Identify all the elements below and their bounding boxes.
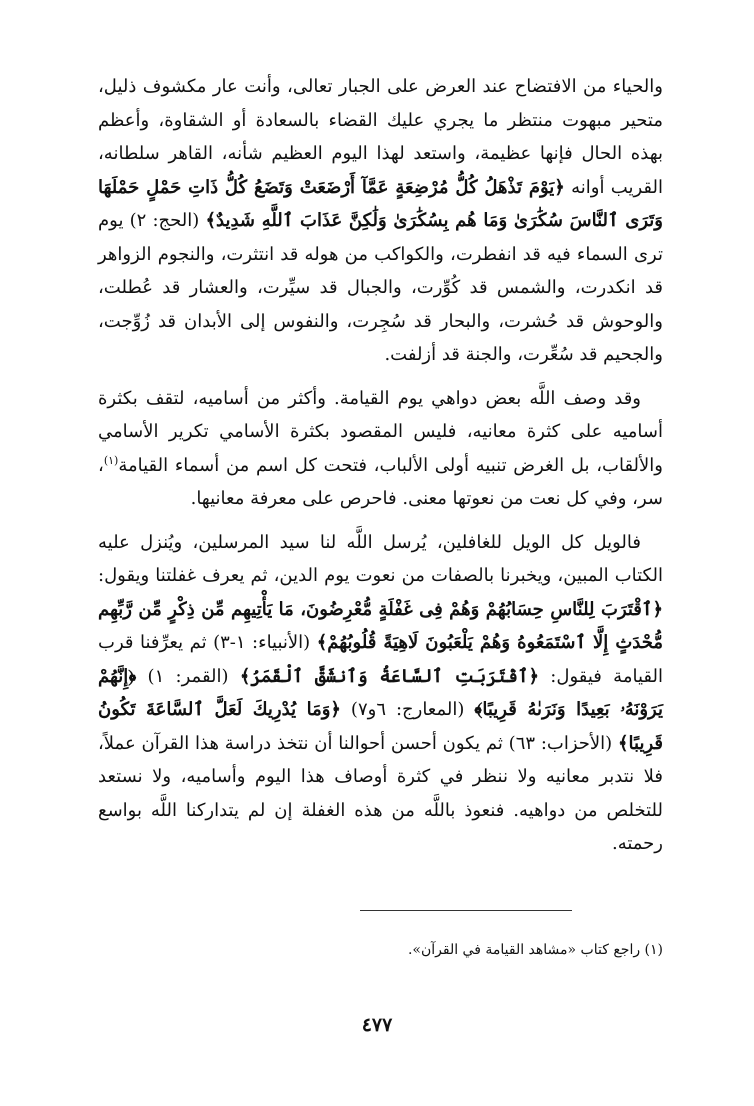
quran-verse: ﴿ٱقْتَرَبَتِ ٱلسَّاعَةُ وَٱنشَقَّ ٱلْقَمَرُ﴾ [239,665,540,687]
paragraph-text: (الأحزاب: ٦٣) ثم يكون أحسن أحوالنا أن نتخذ دراسة هذا القرآن عملاً، فلا نتدبر معانيه ولا ننظر في كثرة أوصاف هذا اليوم وأساميه، ولا نستعد للتخلص من دواهيه. فنعوذ باللَّه من هذه الغفلة إن لم يتداركنا اللَّه بواسع رحمته. [98,732,663,854]
paragraph-text: (القمر: ١) [136,665,240,687]
paragraph-text: (الحج: ٢) يوم ترى السماء فيه قد انفطرت، والكواكب من هوله قد انتثرت، والنجوم الزواهر قد انكدرت، والشمس قد كُوِّرت، والجبال قد سيِّرت، والعشار قد عُطلت، والوحوش قد حُشرت، والبحار قد سُجِرت، والنفوس إلى الأبدان قد زُوِّجت، والجحيم قد سُعِّرت، والجنة قد أزلفت. [98,210,663,365]
page-number: ٤٧٧ [361,1014,393,1036]
quran-verse: ﴿يَوْمَ تَذْهَلُ كُلُّ مُرْضِعَةٍ عَمَّآ أَرْضَعَتْ وَتَضَعُ كُلُّ ذَاتِ حَمْلٍ حَمْلَهَا وَتَرَى ٱلنَّاسَ سُكَٰرَىٰ وَمَا هُم بِسُكَٰرَىٰ وَلَٰكِنَّ عَذَابَ ٱللَّهِ شَدِيدٌ﴾ [98,176,663,231]
paragraph-text: والحياء من الافتضاح عند العرض على الجبار تعالى، وأنت عار مكشوف ذليل، متحير مبهوت منتظر ما يجري عليك القضاء بالسعادة أو الشقاوة، وأعظم بهذه الحال فإنها عظيمة، واستعد لهذا اليوم العظيم شأنه، القاهر سلطانه، القريب أوانه [98,76,663,198]
paragraph [98,526,663,861]
footnote-separator [360,910,572,911]
paragraph-text: وقد وصف اللَّه بعض دواهي يوم القيامة. وأكثر من أساميه، لتقف بكثرة أساميه على كثرة معانيه، فليس المقصود بكثرة الأسامي تكرير الأسامي والألقاب، بل الغرض تنبيه أولى الألباب، فتحت كل اسم من أسماء القيامة [98,387,663,476]
quran-verse: ﴿إِنَّهُمْ يَرَوْنَهُۥ بَعِيدًا وَنَرَىٰهُ قَرِيبًا﴾ [98,665,663,720]
paragraph-text: ، سر، وفي كل نعت من نعوتها معنى. فاحرص على معرفة معانيها. [98,454,663,509]
quran-verse: ﴿ٱقْتَرَبَ لِلنَّاسِ حِسَابُهُمْ وَهُمْ فِى غَفْلَةٍ مُّعْرِضُونَ، مَا يَأْتِيهِم مِّن ذِكْرٍ مِّن رَّبِّهِم مُّحْدَثٍ إِلَّا ٱسْتَمَعُوهُ وَهُمْ يَلْعَبُونَ لَاهِيَةً قُلُوبُهُمْ﴾ [98,598,663,653]
paragraph [98,382,663,516]
paragraph-text: (المعارج: ٦و٧) [340,699,475,720]
paragraph-text: فالويل كل الويل للغافلين، يُرسل اللَّه لنا سيد المرسلين، ويُنزل عليه الكتاب المبين، ويخبرنا بالصفات من نعوت يوم الدين، ثم يعرف غفلتنا ويقول: [98,531,663,586]
page-body [98,70,663,861]
footnote-reference: (١) [103,453,119,467]
footnote: (١) راجع كتاب «مشاهد القيامة في القرآن». [407,942,663,958]
quran-verse: ﴿وَمَا يُدْرِيكَ لَعَلَّ ٱلسَّاعَةَ تَكُونُ قَرِيبًا﴾ [98,699,663,754]
paragraph [98,70,663,372]
paragraph-text: (الأنبياء: ١-٣) ثم يعرِّفنا قرب القيامة فيقول: [98,632,663,687]
